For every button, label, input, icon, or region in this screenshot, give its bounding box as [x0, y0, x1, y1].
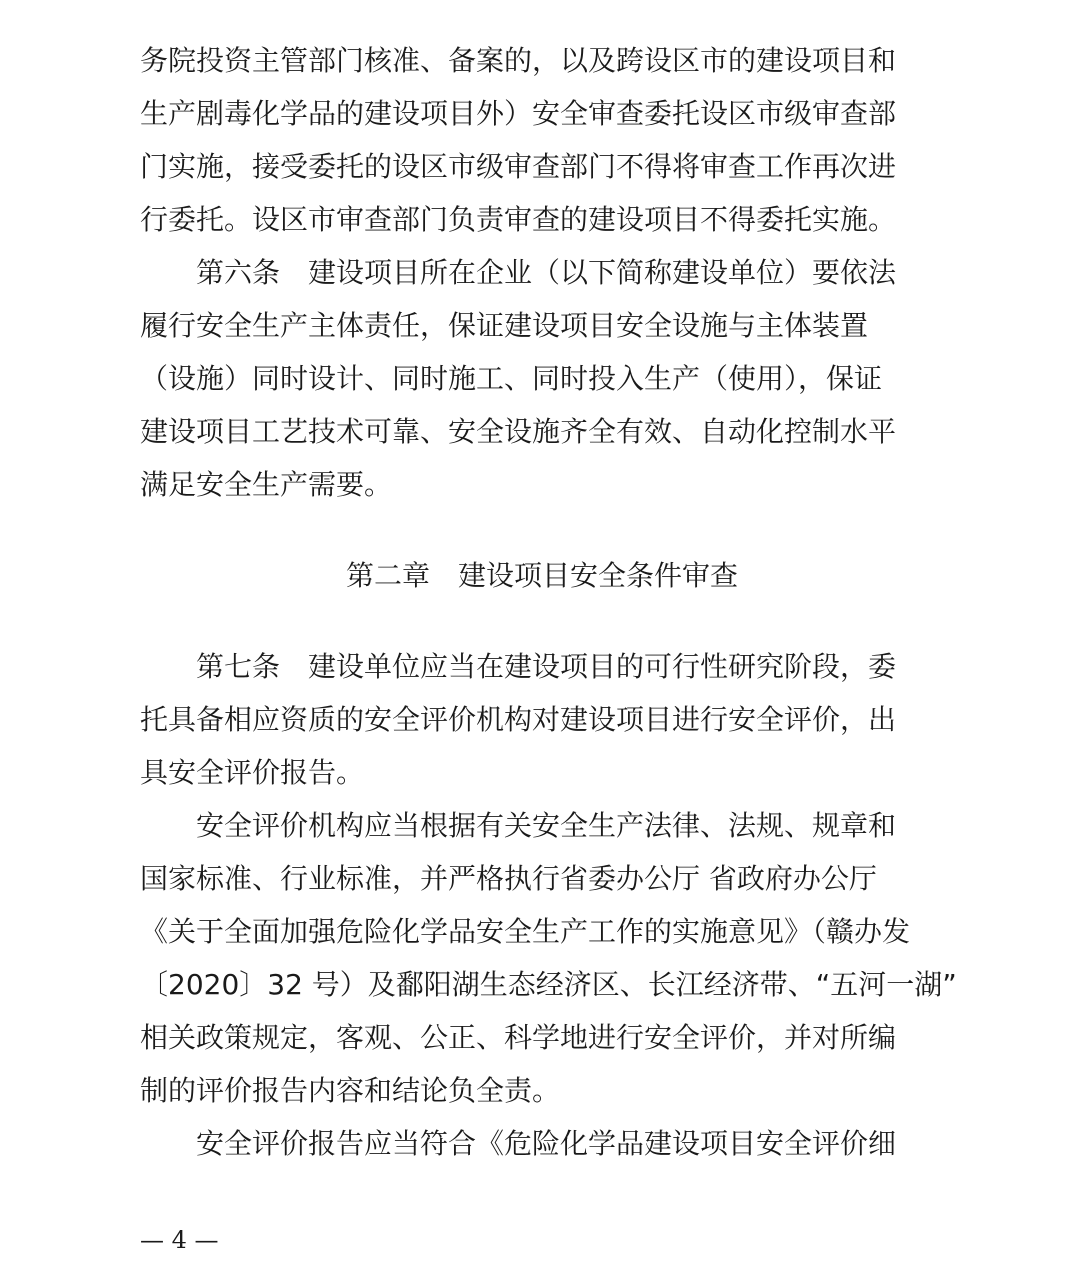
text-line: 安全评价机构应当根据有关安全生产法律、法规、规章和: [196, 809, 897, 842]
text-line: 务院投资主管部门核准、备案的，以及跨设区市的建设项目和: [140, 44, 897, 77]
text-line: 门实施，接受委托的设区市级审查部门不得将审查工作再次进: [140, 150, 897, 183]
article-6: [140, 246, 944, 511]
text-line: 国家标准、行业标准，并严格执行省委办公厅 省政府办公厅: [140, 862, 877, 895]
text-line: 满足安全生产需要。: [140, 468, 393, 501]
paragraph-evaluation-report: [140, 1117, 944, 1170]
text-line: 生产剧毒化学品的建设项目外）安全审查委托设区市级审查部: [140, 97, 897, 130]
text-line: 《关于全面加强危险化学品安全生产工作的实施意见》（赣办发: [140, 915, 911, 948]
text-line: 第六条 建设项目所在企业（以下简称建设单位）要依法: [196, 256, 897, 289]
paragraph-evaluation-agency: [140, 799, 957, 1117]
text-line: 建设项目工艺技术可靠、安全设施齐全有效、自动化控制水平: [140, 415, 897, 448]
text-line: 安全评价报告应当符合《危险化学品建设项目安全评价细: [196, 1127, 897, 1160]
text-line: （设施）同时设计、同时施工、同时投入生产（使用），保证: [140, 362, 883, 395]
text-line: 具安全评价报告。: [140, 756, 365, 789]
document-page: [140, 34, 957, 1170]
text-line: 托具备相应资质的安全评价机构对建设项目进行安全评价，出: [140, 703, 897, 736]
text-line: 履行安全生产主体责任，保证建设项目安全设施与主体装置: [140, 309, 869, 342]
chapter-heading: 第二章 建设项目安全条件审查: [345, 559, 738, 592]
text-line: 相关政策规定，客观、公正、科学地进行安全评价，并对所编: [140, 1021, 897, 1054]
paragraph-continuation: [140, 34, 944, 246]
text-line: 制的评价报告内容和结论负全责。: [140, 1074, 561, 1107]
article-7: [140, 640, 944, 799]
page-number: — 4 —: [140, 1226, 219, 1254]
text-line: 〔2020〕32 号）及鄱阳湖生态经济区、长江经济带、“五河一湖”: [140, 968, 957, 1001]
text-line: 第七条 建设单位应当在建设项目的可行性研究阶段，委: [196, 650, 897, 683]
text-line: 行委托。设区市审查部门负责审查的建设项目不得委托实施。: [140, 203, 897, 236]
